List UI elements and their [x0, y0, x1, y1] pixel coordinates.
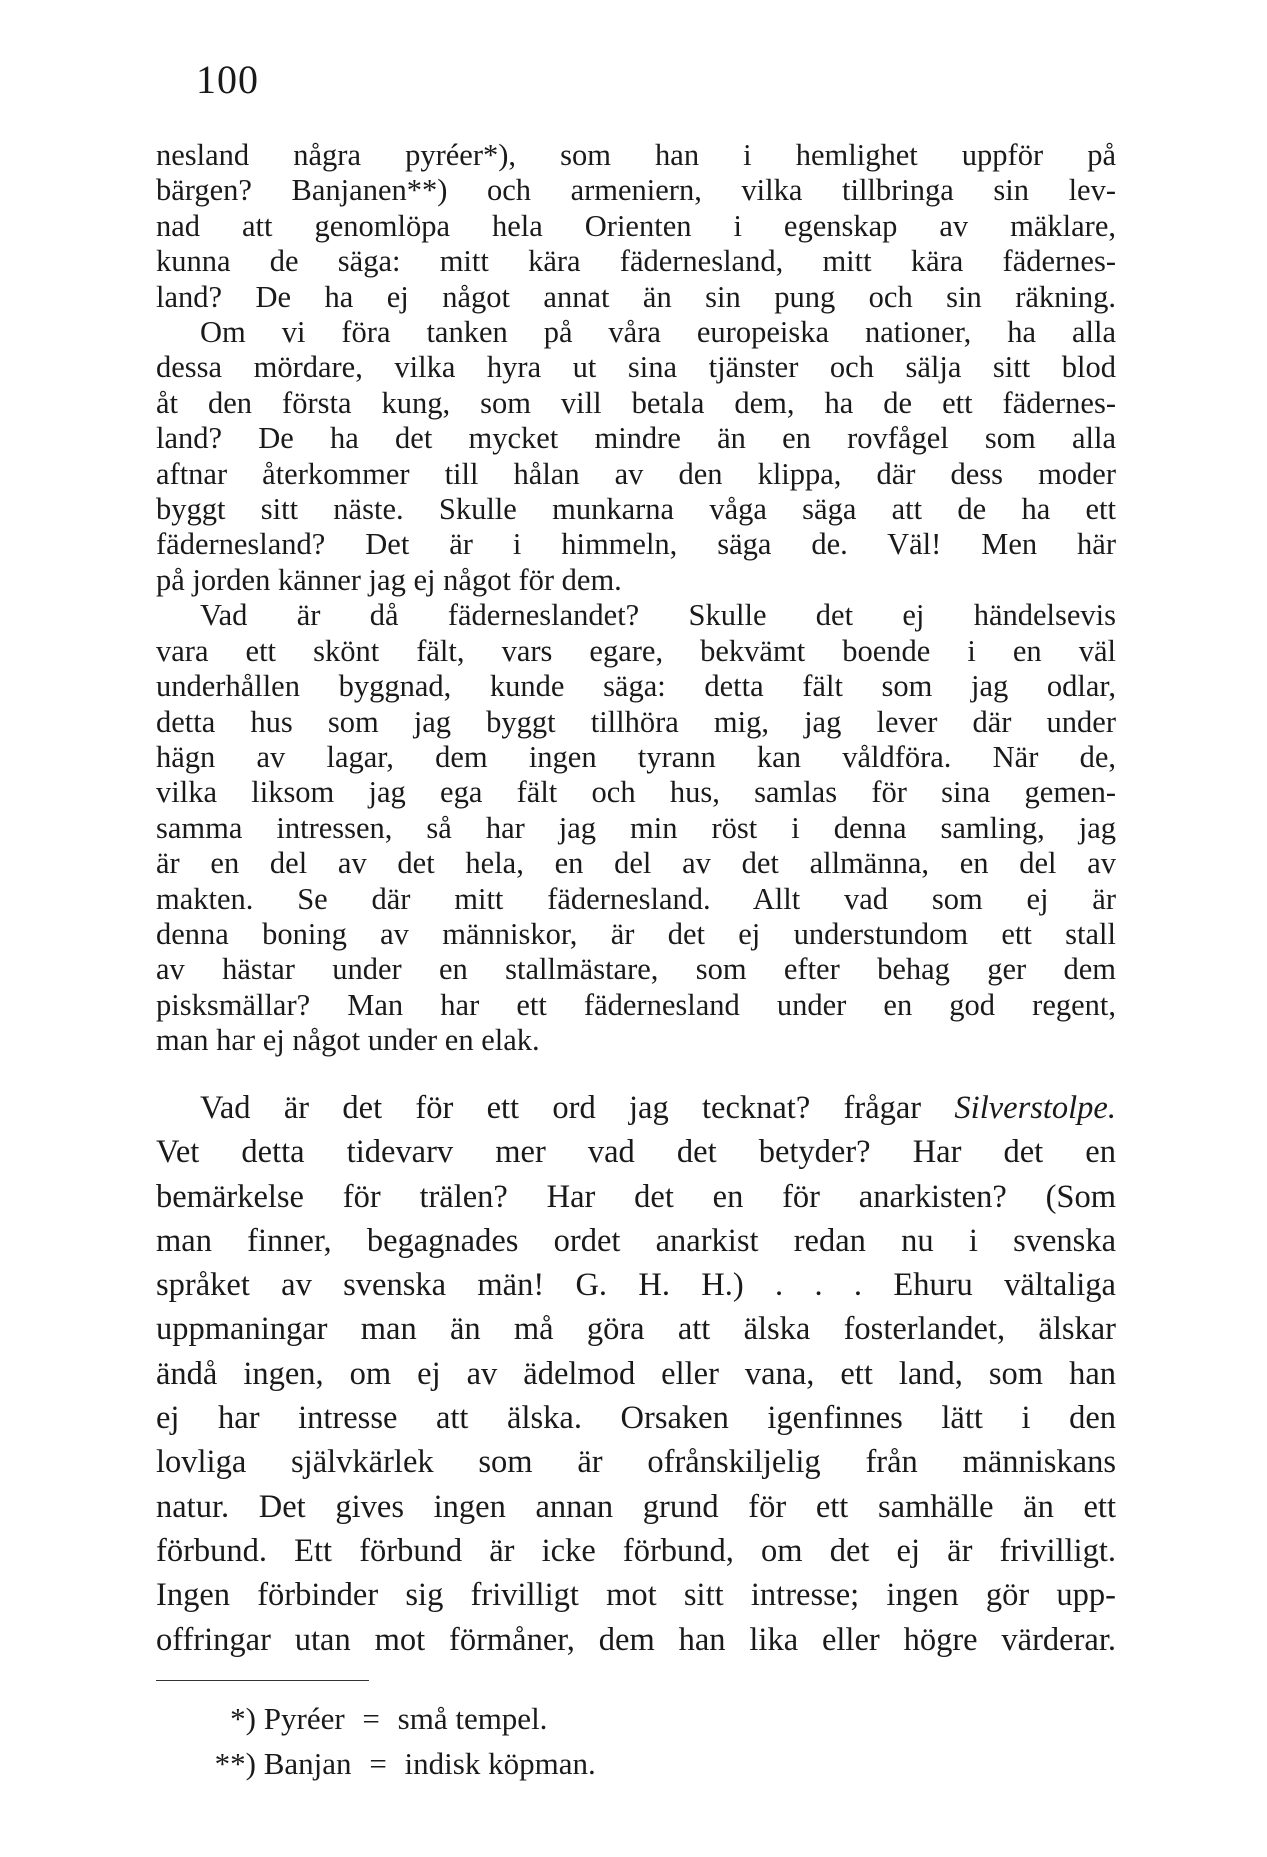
text-line: språket av svenska män! G. H. H.) . . . Ehuru vältaliga	[156, 1267, 1116, 1304]
text-line: hägn av lagar, dem ingen tyrann kan våldföra. När de,	[156, 739, 1116, 774]
footnote-mark: *)	[230, 1701, 256, 1736]
footnote-definition: indisk köpman.	[404, 1746, 596, 1781]
text-line: nesland några pyréer*), som han i hemlighet uppför på	[156, 138, 1116, 172]
footnote-mark: **)	[214, 1746, 256, 1781]
text-line: åt den första kung, som vill betala dem, ha de ett fädernes-	[156, 385, 1116, 420]
footnote-term: Pyréer	[263, 1701, 345, 1736]
text-line: underhållen byggnad, kunde säga: detta fält som jag odlar,	[156, 669, 1116, 704]
text-line: uppmaningar man än må göra att älska fosterlandet, älskar	[156, 1311, 1116, 1348]
text-line: land? De ha ej något annat än sin pung och sin räkning.	[156, 279, 1116, 314]
text-line: vilka liksom jag ega fält och hus, samlas för sina gemen-	[156, 775, 1116, 810]
text-line: man finner, begagnades ordet anarkist redan nu i svenska	[156, 1222, 1116, 1259]
text-line: fädernesland? Det är i himmeln, säga de. Väl! Men här	[156, 527, 1116, 562]
footnote-definition: små tempel.	[397, 1701, 548, 1736]
text-line: Om vi föra tanken på våra europeiska nationer, ha alla	[200, 315, 1116, 350]
text-line: av hästar under en stallmästare, som efter behag ger dem	[156, 952, 1116, 987]
text-line: man har ej något under en elak.	[156, 1023, 540, 1058]
footnote-equals: =	[362, 1701, 380, 1736]
footnote-term: Banjan	[263, 1746, 352, 1781]
footnote-divider	[156, 1680, 369, 1681]
text-line: pisksmällar? Man har ett fädernesland under en god regent,	[156, 987, 1116, 1022]
text-line: samma intressen, så har jag min röst i denna samling, jag	[156, 810, 1116, 845]
text-line: bärgen? Banjanen**) och armeniern, vilka tillbringa sin lev-	[156, 173, 1116, 208]
author-name: Silverstolpe.	[954, 1090, 1116, 1126]
text-line: nad att genomlöpa hela Orienten i egenskap av mäklare,	[156, 208, 1116, 243]
text-line: Vad är då fäderneslandet? Skulle det ej händelsevis	[200, 598, 1116, 633]
page-number: 100	[196, 57, 259, 102]
footnote-equals: =	[369, 1746, 387, 1781]
text-line: natur. Det gives ingen annan grund för ett samhälle än ett	[156, 1488, 1116, 1525]
text-line: ej har intresse att älska. Orsaken igenfinnes lätt i den	[156, 1400, 1116, 1437]
text-run: Vad är det för ett ord jag tecknat? frågar	[200, 1090, 955, 1126]
text-line: Vet detta tidevarv mer vad det betyder? Har det en	[156, 1134, 1116, 1171]
text-line	[156, 1086, 1116, 1130]
text-line: offringar utan mot förmåner, dem han lika eller högre värderar.	[156, 1621, 1116, 1658]
text-line: byggt sitt näste. Skulle munkarna våga säga att de ha ett	[156, 492, 1116, 527]
text-line: förbund. Ett förbund är icke förbund, om det ej är frivilligt.	[156, 1532, 1116, 1569]
text-line: aftnar återkommer till hålan av den klippa, där dess moder	[156, 456, 1116, 491]
text-line: är en del av det hela, en del av det allmänna, en del av	[156, 846, 1116, 881]
text-line: land? De ha det mycket mindre än en rovfågel som alla	[156, 421, 1116, 456]
text-line: dessa mördare, vilka hyra ut sina tjänster och sälja sitt blod	[156, 350, 1116, 385]
text-line: lovliga självkärlek som är ofrånskiljelig från människans	[156, 1444, 1116, 1481]
quoted-passage	[156, 138, 1116, 1059]
text-line: makten. Se där mitt fädernesland. Allt vad som ej är	[156, 881, 1116, 916]
text-line: på jorden känner jag ej något för dem.	[156, 562, 622, 597]
text-line: ändå ingen, om ej av ädelmod eller vana, ett land, som han	[156, 1355, 1116, 1392]
text-line: vara ett skönt fält, vars egare, bekvämt boende i en väl	[156, 633, 1116, 668]
main-paragraph	[156, 1086, 1116, 1662]
text-line: kunna de säga: mitt kära fädernesland, mitt kära fädernes-	[156, 244, 1116, 279]
footnotes	[200, 1696, 596, 1786]
text-line: Ingen förbinder sig frivilligt mot sitt intresse; ingen gör upp-	[156, 1577, 1116, 1614]
text-line: denna boning av människor, är det ej understundom ett stall	[156, 916, 1116, 951]
text-line: detta hus som jag byggt tillhöra mig, jag lever där under	[156, 704, 1116, 739]
footnote	[200, 1696, 596, 1741]
footnote	[200, 1741, 596, 1786]
text-line: bemärkelse för trälen? Har det en för anarkisten? (Som	[156, 1178, 1116, 1215]
